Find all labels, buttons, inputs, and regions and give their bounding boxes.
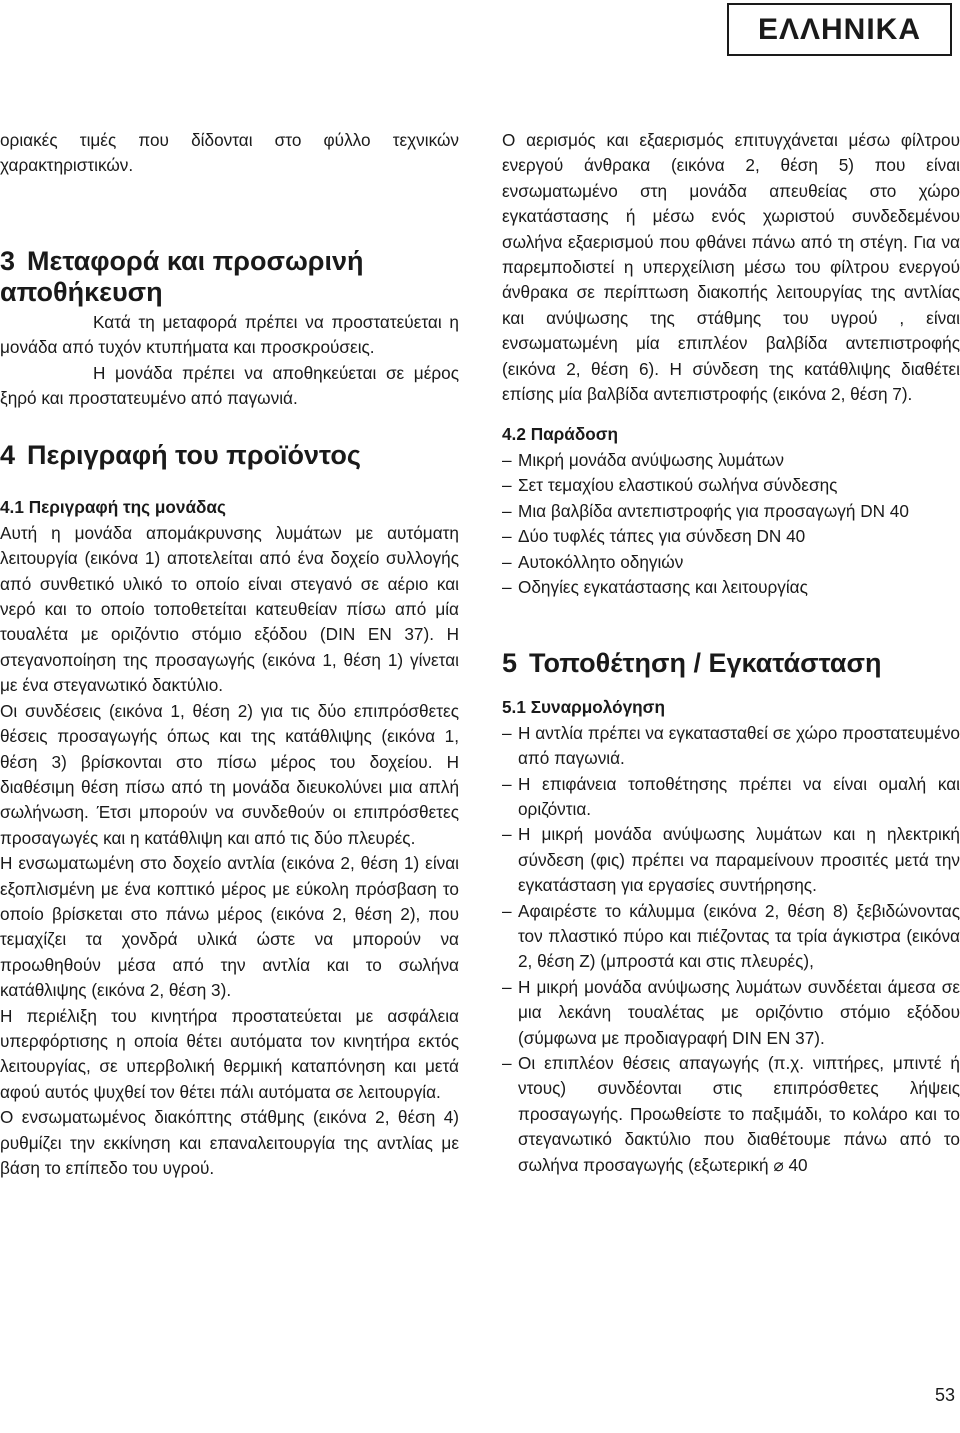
assembly-list (502, 721, 960, 1178)
section-3-paragraph-1: Κατά τη μεταφορά πρέπει να προστατεύεται η μονάδα από τυχόν κτυπήματα και προσκρούσεις. (0, 311, 459, 358)
section-3-number: 3 (0, 245, 16, 276)
assembly-item: – Η επιφάνεια τοποθέτησης πρέπει να είναι ομαλή και οριζόντια. (502, 772, 960, 823)
delivery-item: – Μια βαλβίδα αντεπιστροφής για προσαγωγή DN 40 (502, 499, 960, 524)
assembly-item: – Η μικρή μονάδα ανύψωσης λυμάτων και η ηλεκτρική σύνδεση (φις) πρέπει να παραμείνουν προσιτές μετά την εγκατάσταση για εργασίες συντήρησης. (502, 822, 960, 898)
section-5-heading (502, 648, 960, 679)
section-4-1-paragraph-4: Η περιέλιξη του κινητήρα προστατεύεται με ασφάλεια υπερφόρτισης η οποία θέτει αυτόματα τον κινητήρα εκτός λειτουργίας, σε υπερβολική θερμική καταπόνηση και μετά αφού αυτός ψυχθεί τον θέτει πάλι αυτόματα σε λειτουργία. (0, 1005, 459, 1102)
delivery-item: – Σετ τεμαχίου ελαστικού σωλήνα σύνδεσης (502, 473, 960, 498)
delivery-list (502, 448, 960, 600)
section-4-1-paragraph-5: Ο ενσωματωμένος διακόπτης στάθμης (εικόνα 2, θέση 4) ρυθμίζει την εκκίνηση και επαναλειτουργία της αντλίας με βάση το επίπεδο του υγρού. (0, 1107, 459, 1178)
page-number: 53 (934, 1385, 955, 1405)
intro-paragraph: οριακές τιμές που δίδονται στο φύλλο τεχνικών χαρακτηριστικών. (0, 130, 459, 176)
ventilation-paragraph: Ο αερισμός και εξαερισμός επιτυγχάνεται μέσω φίλτρου ενεργού άνθρακα (εικόνα 2, θέση 5) που είναι ενσωματωμένο στη μονάδα απευθείας στο χώρο εγκατάστασης ή μέσω ενός χωριστού συνδεδεμένου σωλήνα εξαερισμού που φθάνει πάνω από τη στέγη. Για να παρεμποδιστεί η υπερχείλιση μέσω του φίλτρου ενεργού άνθρακα σε περίπτωση διακοπής λειτουργίας της αντλίας και ανύψωσης της στάθμης του υγρού , είναι ενσωματωμένη μία επιπλέον βαλβίδα αντεπιστροφής (εικόνα 2, θέση 6). Η σύνδεση της κατάθλιψης διαθέτει επίσης μία βαλβίδα αντεπιστροφής (εικόνα 2, θέση 7). (502, 130, 960, 405)
delivery-item: – Αυτοκόλλητο οδηγιών (502, 550, 960, 575)
language-label: ΕΛΛΗΝΙΚΑ (727, 3, 952, 56)
delivery-item: – Δύο τυφλές τάπες για σύνδεση DN 40 (502, 524, 960, 549)
section-4-1-heading (0, 495, 459, 520)
section-4-2-heading (502, 422, 960, 447)
section-5-number: 5 (502, 648, 518, 679)
section-4-1-paragraph-2: Οι συνδέσεις (εικόνα 1, θέση 2) για τις δύο επιπρόσθετες θέσεις προσαγωγής όπως και της κατάθλιψης (εικόνα 1, θέση 3) βρίσκονται στο πίσω μέρος του δοχείου. Η διαθέσιμη θέση πίσω από τη μονάδα διευκολύνει μια απλή σωλήνωση. Έτσι μπορούν να συνδεθούν οι επιπρόσθετες προσαγωγές και η κατάθλιψη και από τις δύο πλευρές. (0, 700, 459, 848)
assembly-item: – Η μικρή μονάδα ανύψωσης λυμάτων συνδέεται άμεσα σε μια λεκάνη τουαλέτας με οριζόντιο στόμιο εξόδου (σύμφωνα με προδιαγραφή DIN EN 37). (502, 975, 960, 1051)
section-4-2-title: Παράδοση (530, 424, 619, 445)
right-column (502, 128, 960, 1178)
section-4-number: 4 (0, 440, 16, 471)
section-4-1-paragraph-1: Αυτή η μονάδα απομάκρυνσης λυμάτων με αυτόματη λειτουργία (εικόνα 1) αποτελείται από ένα δοχείο συλλογής από συνθετικό υλικό το οποίο είναι στεγανό σε αέριο και νερό και το οποίο τοποθετείται κατευθείαν πίσω από μία τουαλέτα με οριζόντιο στόμιο εξόδου (DIN EN 37). Η στεγανοποίηση της προσαγωγής (εικόνα 1, θέση 1) γίνεται με ένα στεγανωτικό δακτύλιο. (0, 522, 459, 696)
delivery-item: – Μικρή μονάδα ανύψωσης λυμάτων (502, 448, 960, 473)
assembly-item: – Οι επιπλέον θέσεις απαγωγής (π.χ. νιπτήρες, μπιντέ ή ντους) συνδέονται στις επιπρόσθετες λήψεις προσαγωγής. Προωθείστε το παξιμάδι, το κολάρο και το στεγανωτικό δακτύλιο που διαθέτουμε πάνω από το σωλήνα προσαγωγής (εξωτερική ⌀ 40 (502, 1051, 960, 1178)
section-5-1-number: 5.1 (502, 697, 526, 718)
assembly-item: – Αφαιρέστε το κάλυμμα (εικόνα 2, θέση 8) ξεβιδώνοντας τον πλαστικό πύρο και πιέζοντας τα τρία άγκιστρα (εικόνα 2, θέση Z) (μπροστά και στις πλευρές), (502, 899, 960, 975)
section-4-1-title: Περιγραφή της μονάδας (28, 497, 226, 518)
section-4-heading (0, 440, 459, 471)
section-3-heading (0, 246, 459, 308)
section-5-1-heading (502, 695, 960, 720)
section-4-1-paragraph-3: Η ενσωματωμένη στο δοχείο αντλία (εικόνα 2, θέση 1) είναι εξοπλισμένη με ένα κοπτικό μέρος με εύκολη πρόσβαση το οποίο βρίσκεται στο πάνω μέρος (εικόνα 2, θέση 2), που τεμαχίζει τα χονδρά υλικά ώστε να μπορούν να προωθηθούν μέσα από την αντλία και το σωλήνα κατάθλιψης (εικόνα 2, θέση 3). (0, 853, 459, 1001)
section-3-paragraph-2: Η μονάδα πρέπει να αποθηκεύεται σε μέρος ξηρό και προστατευμένο από παγωνιά. (0, 362, 459, 409)
section-4-1-number: 4.1 (0, 497, 24, 518)
assembly-item: – Η αντλία πρέπει να εγκατασταθεί σε χώρο προστατευμένο από παγωνιά. (502, 721, 960, 772)
section-4-title: Περιγραφή του προϊόντος (27, 440, 361, 471)
delivery-item: – Οδηγίες εγκατάστασης και λειτουργίας (502, 575, 960, 600)
section-3-title: Μεταφορά και προσωρινή αποθήκευση (0, 245, 364, 307)
section-5-title: Τοποθέτηση / Εγκατάσταση (529, 648, 882, 679)
section-5-1-title: Συναρμολόγηση (530, 697, 665, 718)
left-column (0, 128, 459, 1181)
section-4-2-number: 4.2 (502, 424, 526, 445)
